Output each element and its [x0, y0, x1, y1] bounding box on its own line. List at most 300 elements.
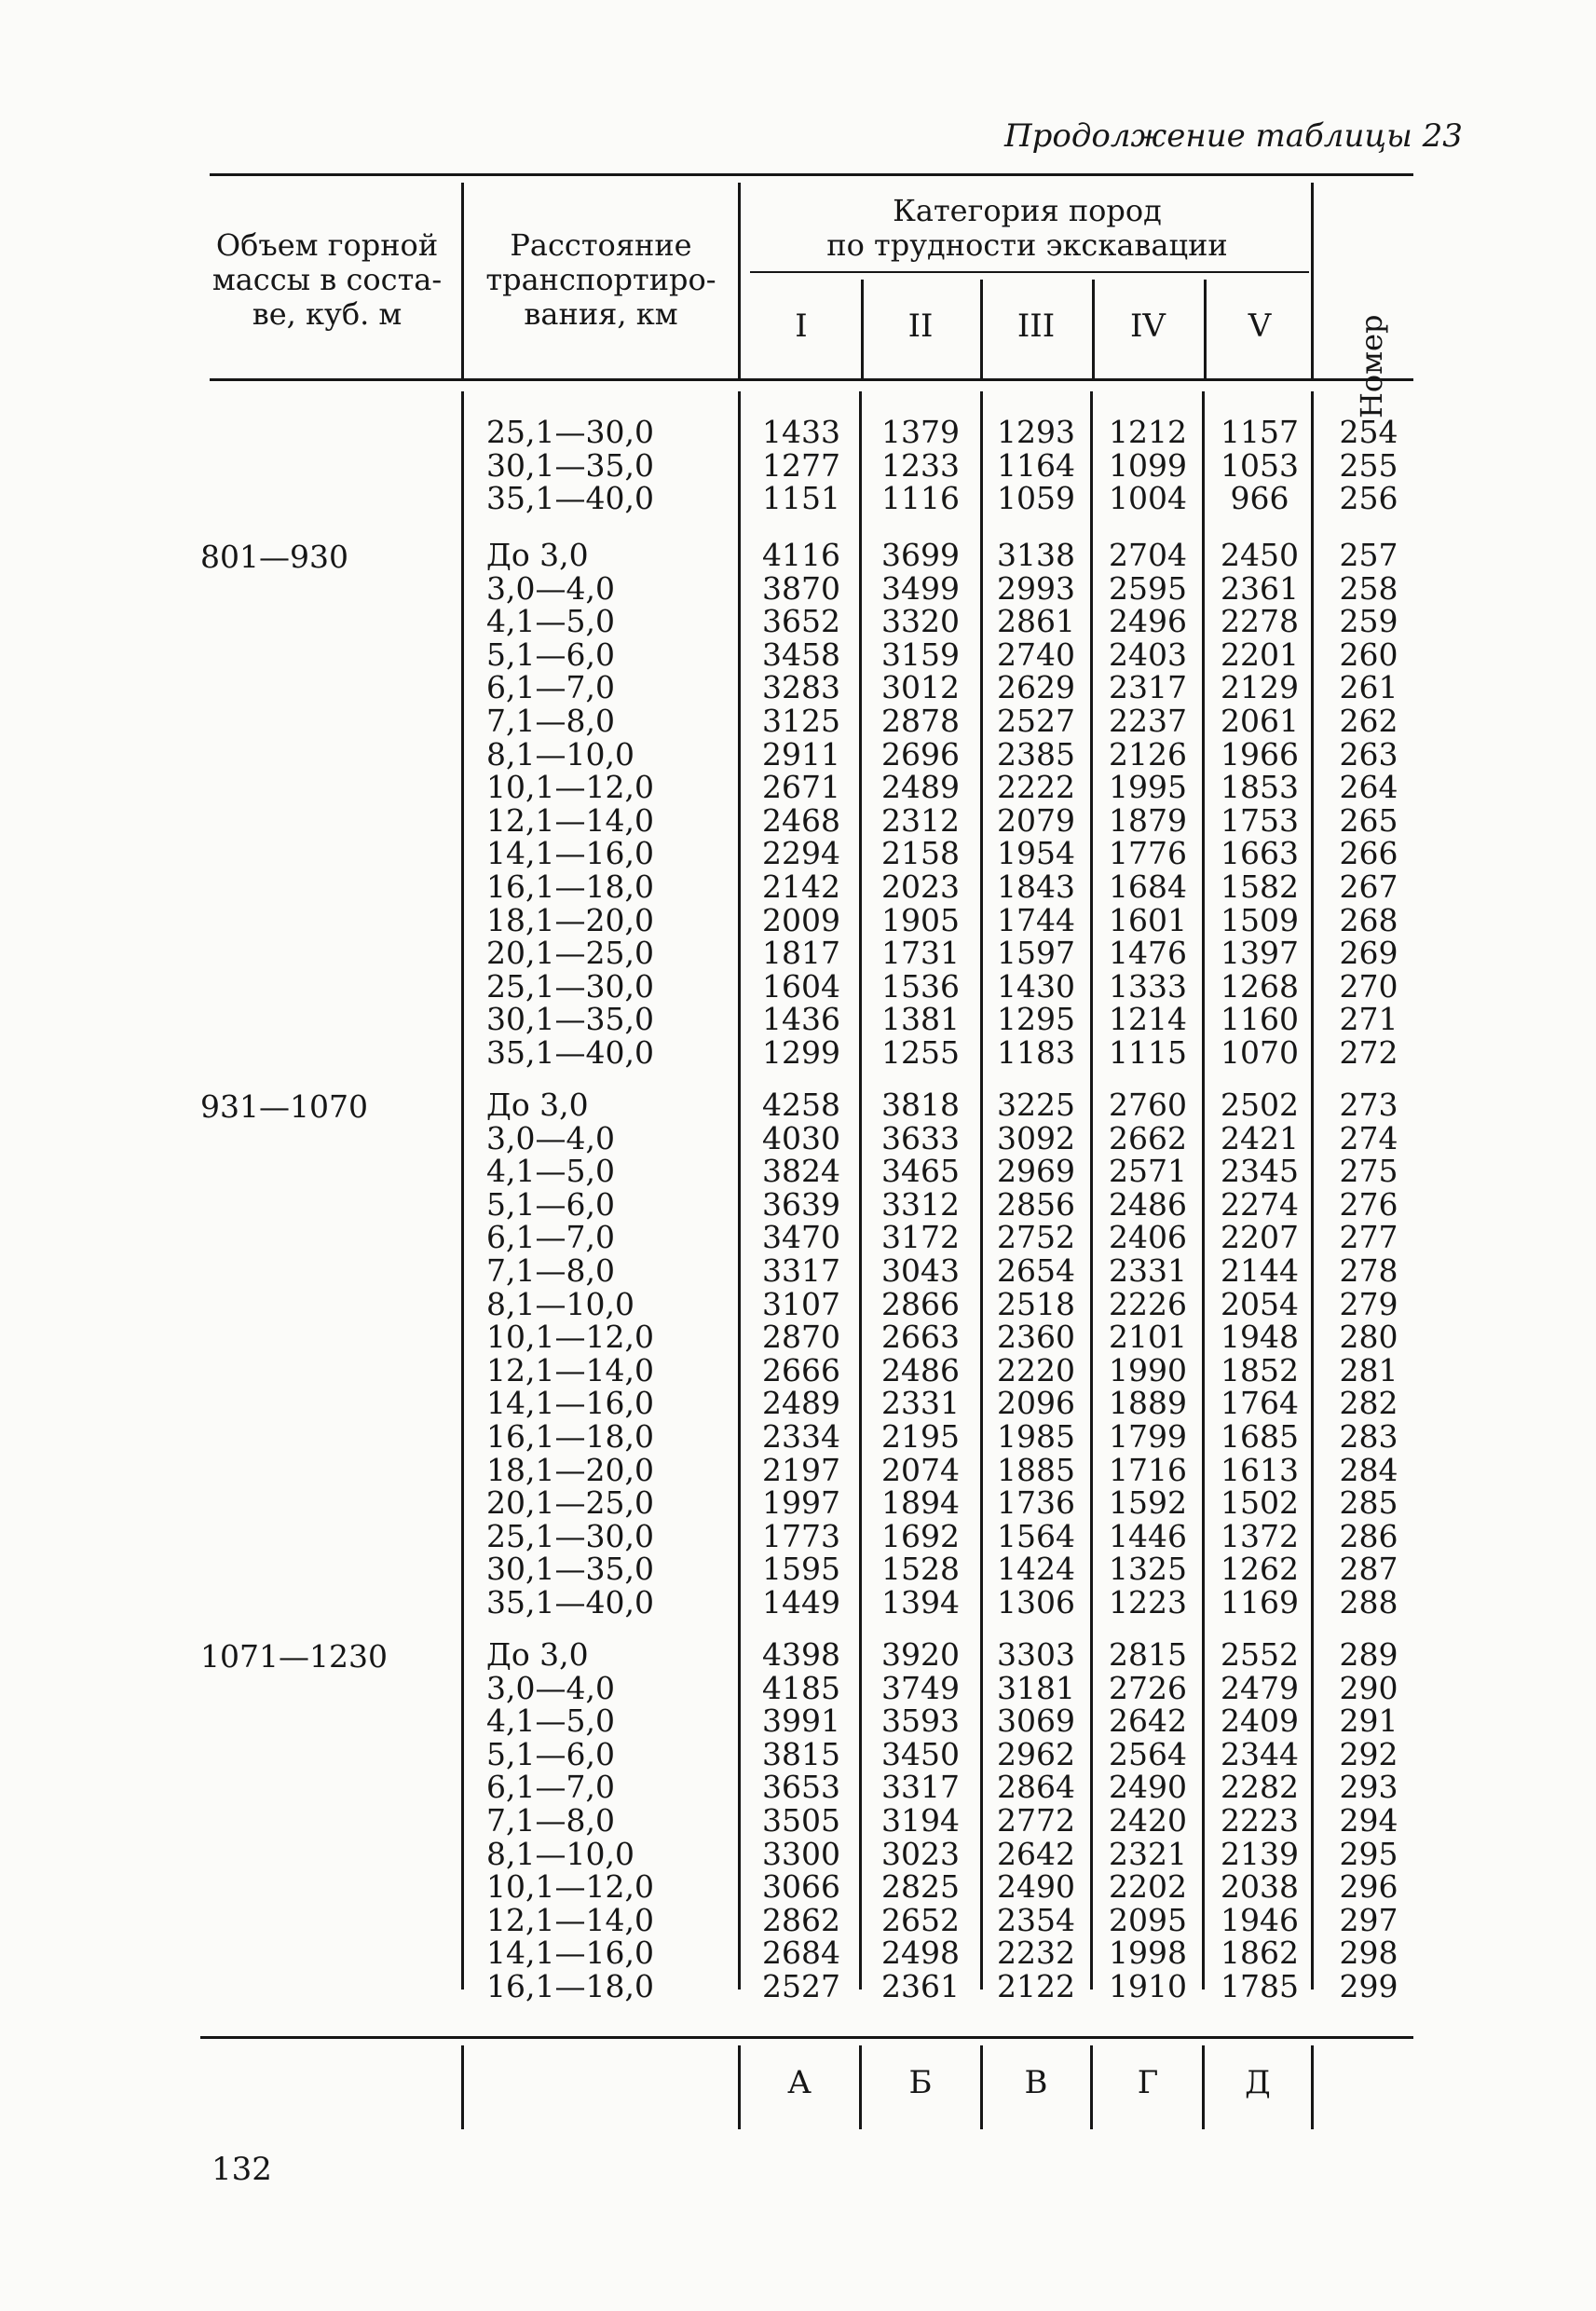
- value-cell: 2760: [1109, 1087, 1187, 1123]
- value-cell: 1502: [1221, 1484, 1299, 1522]
- value-cell: 2361: [1221, 569, 1299, 607]
- value-cell: 2642: [1109, 1702, 1187, 1740]
- row-number-cell: 287: [1339, 1551, 1398, 1588]
- value-cell: 2552: [1221, 1636, 1299, 1673]
- value-cell: 3465: [881, 1153, 960, 1190]
- value-cell: 1449: [762, 1584, 840, 1620]
- distance-cell: 12,1—14,0: [486, 801, 654, 839]
- value-cell: 2282: [1221, 1769, 1299, 1806]
- value-cell: 1059: [997, 480, 1075, 517]
- distance-cell: 14,1—16,0: [486, 1385, 654, 1422]
- value-cell: 2489: [881, 769, 960, 806]
- value-cell: 2696: [881, 735, 960, 773]
- table-row: [0, 1088, 1596, 1122]
- value-cell: 3194: [881, 1802, 960, 1839]
- group-volume-label: 1071—1230: [200, 1638, 388, 1675]
- table-row: [0, 1804, 1596, 1838]
- row-number-cell: 277: [1339, 1219, 1398, 1256]
- row-number-cell: 290: [1339, 1669, 1398, 1706]
- value-cell: 1325: [1109, 1551, 1187, 1588]
- table-row: [0, 1735, 1596, 1772]
- value-cell: 3066: [762, 1868, 840, 1906]
- value-cell: 2962: [997, 1735, 1075, 1772]
- value-cell: 1476: [1109, 935, 1187, 972]
- distance-cell: 35,1—40,0: [486, 1584, 654, 1620]
- value-cell: 3499: [881, 569, 960, 607]
- table-row: [0, 937, 1596, 970]
- value-cell: 1995: [1109, 769, 1187, 806]
- value-cell: 2079: [997, 801, 1075, 839]
- row-number-cell: 292: [1339, 1735, 1398, 1772]
- value-cell: 2752: [997, 1219, 1075, 1256]
- value-cell: 2237: [1109, 703, 1187, 739]
- table-caption: Продолжение таблицы 23: [1004, 117, 1463, 155]
- distance-cell: 4,1—5,0: [486, 1702, 615, 1740]
- value-cell: 2490: [997, 1868, 1075, 1906]
- row-number-cell: 275: [1339, 1153, 1398, 1190]
- value-cell: 1436: [762, 1001, 840, 1038]
- value-cell: 2101: [1109, 1319, 1187, 1356]
- value-cell: 1753: [1221, 801, 1299, 839]
- table-row: [0, 1936, 1596, 1970]
- value-cell: 2856: [997, 1185, 1075, 1223]
- value-cell: 2122: [997, 1968, 1075, 2004]
- value-cell: 1843: [997, 868, 1075, 905]
- table-row: [0, 1320, 1596, 1354]
- value-cell: 1333: [1109, 967, 1187, 1005]
- value-cell: 1295: [997, 1001, 1075, 1038]
- value-cell: 2864: [997, 1769, 1075, 1806]
- row-number-cell: 295: [1339, 1835, 1398, 1872]
- table-row: [0, 1517, 1596, 1554]
- value-cell: 2144: [1221, 1252, 1299, 1289]
- value-cell: 3300: [762, 1835, 840, 1872]
- value-cell: 3652: [762, 603, 840, 640]
- table-row: [0, 735, 1596, 773]
- value-cell: 2450: [1221, 537, 1299, 573]
- header-volume: Объем горной массы в соста- ве, куб. м: [211, 227, 443, 332]
- table-row: [0, 671, 1596, 704]
- value-cell: 1070: [1221, 1034, 1299, 1071]
- table-row: [0, 1155, 1596, 1188]
- value-cell: 3824: [762, 1153, 840, 1190]
- table-row: [0, 605, 1596, 638]
- value-cell: 1397: [1221, 935, 1299, 972]
- table-row: [0, 1771, 1596, 1804]
- distance-cell: 5,1—6,0: [486, 636, 615, 673]
- value-cell: 1223: [1109, 1584, 1187, 1620]
- value-cell: 1169: [1221, 1584, 1299, 1620]
- value-cell: 1910: [1109, 1968, 1187, 2004]
- row-number-cell: 255: [1339, 446, 1398, 484]
- value-cell: 3283: [762, 669, 840, 706]
- value-cell: 1862: [1221, 1935, 1299, 1972]
- value-cell: 1099: [1109, 446, 1187, 484]
- value-cell: 3225: [997, 1087, 1075, 1123]
- value-cell: 2642: [997, 1835, 1075, 1872]
- value-cell: 2911: [762, 735, 840, 773]
- header-category: Категория пород по трудности экскавации: [826, 193, 1228, 263]
- value-cell: 2666: [762, 1351, 840, 1388]
- table-row: [0, 1254, 1596, 1288]
- value-cell: 2815: [1109, 1636, 1187, 1673]
- row-number-cell: 283: [1339, 1418, 1398, 1455]
- value-cell: 1004: [1109, 480, 1187, 517]
- value-cell: 1160: [1221, 1001, 1299, 1038]
- value-cell: 1536: [881, 967, 960, 1005]
- value-cell: 1157: [1221, 414, 1299, 450]
- row-number-cell: 274: [1339, 1119, 1398, 1156]
- row-number-cell: 299: [1339, 1968, 1398, 2004]
- value-cell: 1948: [1221, 1319, 1299, 1356]
- value-cell: 1446: [1109, 1517, 1187, 1554]
- value-cell: 2361: [881, 1968, 960, 2004]
- distance-cell: 8,1—10,0: [486, 1285, 634, 1322]
- table-row: [0, 771, 1596, 804]
- distance-cell: 7,1—8,0: [486, 703, 615, 739]
- value-cell: 2126: [1109, 735, 1187, 773]
- header-col-v: V: [1248, 308, 1272, 345]
- row-number-cell: 271: [1339, 1001, 1398, 1038]
- value-cell: 1424: [997, 1551, 1075, 1588]
- value-cell: 2518: [997, 1285, 1075, 1322]
- value-cell: 2096: [997, 1385, 1075, 1422]
- value-cell: 1601: [1109, 901, 1187, 938]
- value-cell: 2095: [1109, 1901, 1187, 1938]
- top-rule: [210, 173, 1413, 176]
- value-cell: 1685: [1221, 1418, 1299, 1455]
- table-row: [0, 1870, 1596, 1904]
- value-cell: 1731: [881, 935, 960, 972]
- row-number-cell: 267: [1339, 868, 1398, 905]
- row-number-cell: 265: [1339, 801, 1398, 839]
- distance-cell: 6,1—7,0: [486, 669, 615, 706]
- value-cell: 3069: [997, 1702, 1075, 1740]
- distance-cell: 20,1—25,0: [486, 935, 654, 972]
- value-cell: 2406: [1109, 1219, 1187, 1256]
- header-number: Номер: [1354, 314, 1389, 418]
- header-rule: [210, 378, 1413, 381]
- value-cell: 1852: [1221, 1351, 1299, 1388]
- distance-cell: До 3,0: [486, 1087, 589, 1123]
- row-number-cell: 286: [1339, 1517, 1398, 1554]
- distance-cell: 20,1—25,0: [486, 1484, 654, 1522]
- distance-cell: 16,1—18,0: [486, 868, 654, 905]
- distance-cell: 18,1—20,0: [486, 1451, 654, 1488]
- distance-cell: 14,1—16,0: [486, 1935, 654, 1972]
- value-cell: 3023: [881, 1835, 960, 1872]
- distance-cell: 8,1—10,0: [486, 1835, 634, 1872]
- value-cell: 3458: [762, 636, 840, 673]
- header-col-i: I: [795, 308, 808, 345]
- value-cell: 1716: [1109, 1451, 1187, 1488]
- value-cell: 3749: [881, 1669, 960, 1706]
- value-cell: 2226: [1109, 1285, 1187, 1322]
- row-number-cell: 264: [1339, 769, 1398, 806]
- value-cell: 1212: [1109, 414, 1187, 450]
- value-cell: 1684: [1109, 868, 1187, 905]
- value-cell: 1268: [1221, 967, 1299, 1005]
- row-number-cell: 296: [1339, 1868, 1398, 1906]
- value-cell: 1954: [997, 835, 1075, 872]
- value-cell: 4258: [762, 1087, 840, 1123]
- value-cell: 2274: [1221, 1185, 1299, 1223]
- value-cell: 1985: [997, 1418, 1075, 1455]
- table-row: [0, 837, 1596, 870]
- value-cell: 1663: [1221, 835, 1299, 872]
- row-number-cell: 257: [1339, 537, 1398, 573]
- value-cell: 2726: [1109, 1669, 1187, 1706]
- value-cell: 2139: [1221, 1835, 1299, 1872]
- value-cell: 2629: [997, 669, 1075, 706]
- header-col-iii: III: [1016, 308, 1056, 345]
- value-cell: 3639: [762, 1185, 840, 1223]
- value-cell: 3653: [762, 1769, 840, 1806]
- value-cell: 1394: [881, 1584, 960, 1620]
- row-number-cell: 297: [1339, 1901, 1398, 1938]
- distance-cell: 10,1—12,0: [486, 1868, 654, 1906]
- value-cell: 2421: [1221, 1119, 1299, 1156]
- header-col-ii: II: [907, 308, 934, 345]
- row-number-cell: 282: [1339, 1385, 1398, 1422]
- table-row: [0, 870, 1596, 904]
- value-cell: 2054: [1221, 1285, 1299, 1322]
- value-cell: 2993: [997, 569, 1075, 607]
- distance-cell: 30,1—35,0: [486, 1001, 654, 1038]
- value-cell: 2317: [1109, 669, 1187, 706]
- value-cell: 3043: [881, 1252, 960, 1289]
- distance-cell: 4,1—5,0: [486, 603, 615, 640]
- table-row: [0, 1638, 1596, 1672]
- row-number-cell: 273: [1339, 1087, 1398, 1123]
- distance-cell: 16,1—18,0: [486, 1418, 654, 1455]
- table-row: [0, 1486, 1596, 1520]
- value-cell: 2663: [881, 1319, 960, 1356]
- value-cell: 1776: [1109, 835, 1187, 872]
- table-row: [0, 967, 1596, 1005]
- value-cell: 1379: [881, 414, 960, 450]
- distance-cell: 3,0—4,0: [486, 1669, 615, 1706]
- value-cell: 3312: [881, 1185, 960, 1223]
- distance-cell: 12,1—14,0: [486, 1901, 654, 1938]
- value-cell: 1764: [1221, 1385, 1299, 1422]
- distance-cell: До 3,0: [486, 1636, 589, 1673]
- row-number-cell: 272: [1339, 1034, 1398, 1071]
- table-row: [0, 1185, 1596, 1223]
- value-cell: 3699: [881, 537, 960, 573]
- value-cell: 1293: [997, 414, 1075, 450]
- value-cell: 2158: [881, 835, 960, 872]
- value-cell: 3172: [881, 1219, 960, 1256]
- value-cell: 2527: [762, 1968, 840, 2004]
- distance-cell: 10,1—12,0: [486, 769, 654, 806]
- table-row: [0, 1552, 1596, 1586]
- table-row: [0, 638, 1596, 672]
- value-cell: 1164: [997, 446, 1075, 484]
- table-row: [0, 1669, 1596, 1706]
- row-number-cell: 289: [1339, 1636, 1398, 1673]
- value-cell: 2595: [1109, 569, 1187, 607]
- distance-cell: 30,1—35,0: [486, 446, 654, 484]
- footer-divider-1: [461, 2045, 464, 2129]
- divider-values: [738, 183, 741, 380]
- footer-letter-d: Д: [1245, 2064, 1271, 2101]
- value-cell: 2486: [1109, 1185, 1187, 1223]
- table-row: [0, 1901, 1596, 1938]
- value-cell: 1998: [1109, 1935, 1187, 1972]
- value-cell: 2345: [1221, 1153, 1299, 1190]
- footer-letter-b: Б: [908, 2064, 933, 2101]
- value-cell: 2861: [997, 603, 1075, 640]
- value-cell: 1183: [997, 1034, 1075, 1071]
- distance-cell: 5,1—6,0: [486, 1735, 615, 1772]
- distance-cell: До 3,0: [486, 537, 589, 573]
- distance-cell: 8,1—10,0: [486, 735, 634, 773]
- value-cell: 1595: [762, 1551, 840, 1588]
- value-cell: 3181: [997, 1669, 1075, 1706]
- value-cell: 1885: [997, 1451, 1075, 1488]
- value-cell: 1306: [997, 1584, 1075, 1620]
- value-cell: 3159: [881, 636, 960, 673]
- row-number-cell: 278: [1339, 1252, 1398, 1289]
- value-cell: 1262: [1221, 1551, 1299, 1588]
- value-cell: 3320: [881, 603, 960, 640]
- value-cell: 2038: [1221, 1868, 1299, 1906]
- value-cell: 4116: [762, 537, 840, 573]
- value-cell: 1946: [1221, 1901, 1299, 1938]
- row-number-cell: 276: [1339, 1185, 1398, 1223]
- table-row: [0, 569, 1596, 607]
- value-cell: 2502: [1221, 1087, 1299, 1123]
- row-number-cell: 281: [1339, 1351, 1398, 1388]
- value-cell: 2662: [1109, 1119, 1187, 1156]
- distance-cell: 5,1—6,0: [486, 1185, 615, 1223]
- row-number-cell: 261: [1339, 669, 1398, 706]
- distance-cell: 3,0—4,0: [486, 1119, 615, 1156]
- value-cell: 2654: [997, 1252, 1075, 1289]
- value-cell: 1889: [1109, 1385, 1187, 1422]
- row-number-cell: 266: [1339, 835, 1398, 872]
- value-cell: 3138: [997, 537, 1075, 573]
- row-number-cell: 262: [1339, 703, 1398, 739]
- table-row: [0, 801, 1596, 839]
- table-row: [0, 1387, 1596, 1420]
- table-row: [0, 482, 1596, 515]
- value-cell: 2409: [1221, 1702, 1299, 1740]
- value-cell: 1116: [881, 480, 960, 517]
- distance-cell: 10,1—12,0: [486, 1319, 654, 1356]
- divider-distance: [461, 183, 464, 380]
- value-cell: 2468: [762, 801, 840, 839]
- bottom-rule: [200, 2036, 1413, 2039]
- row-number-cell: 256: [1339, 480, 1398, 517]
- distance-cell: 35,1—40,0: [486, 1034, 654, 1071]
- value-cell: 2223: [1221, 1802, 1299, 1839]
- value-cell: 1564: [997, 1517, 1075, 1554]
- row-number-cell: 280: [1339, 1319, 1398, 1356]
- row-number-cell: 263: [1339, 735, 1398, 773]
- value-cell: 2825: [881, 1868, 960, 1906]
- value-cell: 2671: [762, 769, 840, 806]
- value-cell: 1744: [997, 901, 1075, 938]
- value-cell: 1894: [881, 1484, 960, 1522]
- value-cell: 2009: [762, 901, 840, 938]
- value-cell: 3470: [762, 1219, 840, 1256]
- value-cell: 1528: [881, 1551, 960, 1588]
- distance-cell: 12,1—14,0: [486, 1351, 654, 1388]
- footer-letter-a: А: [787, 2064, 812, 2101]
- table-row: [0, 1285, 1596, 1322]
- row-number-cell: 285: [1339, 1484, 1398, 1522]
- value-cell: 3317: [881, 1769, 960, 1806]
- value-cell: 1597: [997, 935, 1075, 972]
- value-cell: 2023: [881, 868, 960, 905]
- value-cell: 1053: [1221, 446, 1299, 484]
- value-cell: 2527: [997, 703, 1075, 739]
- value-cell: 2321: [1109, 1835, 1187, 1872]
- value-cell: 2564: [1109, 1735, 1187, 1772]
- table-row: [0, 1221, 1596, 1254]
- distance-cell: 7,1—8,0: [486, 1802, 615, 1839]
- distance-cell: 18,1—20,0: [486, 901, 654, 938]
- value-cell: 3450: [881, 1735, 960, 1772]
- value-cell: 1115: [1109, 1034, 1187, 1071]
- value-cell: 4030: [762, 1119, 840, 1156]
- value-cell: 2486: [881, 1351, 960, 1388]
- value-cell: 2403: [1109, 636, 1187, 673]
- value-cell: 3991: [762, 1702, 840, 1740]
- value-cell: 2498: [881, 1935, 960, 1972]
- value-cell: 2195: [881, 1418, 960, 1455]
- value-cell: 1299: [762, 1034, 840, 1071]
- distance-cell: 4,1—5,0: [486, 1153, 615, 1190]
- value-cell: 3092: [997, 1119, 1075, 1156]
- value-cell: 1773: [762, 1517, 840, 1554]
- value-cell: 1853: [1221, 769, 1299, 806]
- value-cell: 1966: [1221, 735, 1299, 773]
- value-cell: 1255: [881, 1034, 960, 1071]
- distance-cell: 25,1—30,0: [486, 1517, 654, 1554]
- row-number-cell: 269: [1339, 935, 1398, 972]
- value-cell: 2772: [997, 1802, 1075, 1839]
- table-row: [0, 1586, 1596, 1620]
- value-cell: 1879: [1109, 801, 1187, 839]
- value-cell: 2202: [1109, 1868, 1187, 1906]
- value-cell: 2220: [997, 1351, 1075, 1388]
- row-number-cell: 293: [1339, 1769, 1398, 1806]
- row-number-cell: 291: [1339, 1702, 1398, 1740]
- value-cell: 3870: [762, 569, 840, 607]
- row-number-cell: 279: [1339, 1285, 1398, 1322]
- value-cell: 2278: [1221, 603, 1299, 640]
- table-row: [0, 1704, 1596, 1738]
- table-row: [0, 1420, 1596, 1454]
- value-cell: 1817: [762, 935, 840, 972]
- value-cell: 2222: [997, 769, 1075, 806]
- row-number-cell: 294: [1339, 1802, 1398, 1839]
- footer-letter-v: В: [1024, 2064, 1048, 2101]
- value-cell: 3317: [762, 1252, 840, 1289]
- value-cell: 2652: [881, 1901, 960, 1938]
- row-number-cell: 254: [1339, 414, 1398, 450]
- value-cell: 4185: [762, 1669, 840, 1706]
- value-cell: 3505: [762, 1802, 840, 1839]
- value-cell: 3818: [881, 1087, 960, 1123]
- table-row: [0, 539, 1596, 572]
- value-cell: 2385: [997, 735, 1075, 773]
- value-cell: 2074: [881, 1451, 960, 1488]
- value-cell: 1990: [1109, 1351, 1187, 1388]
